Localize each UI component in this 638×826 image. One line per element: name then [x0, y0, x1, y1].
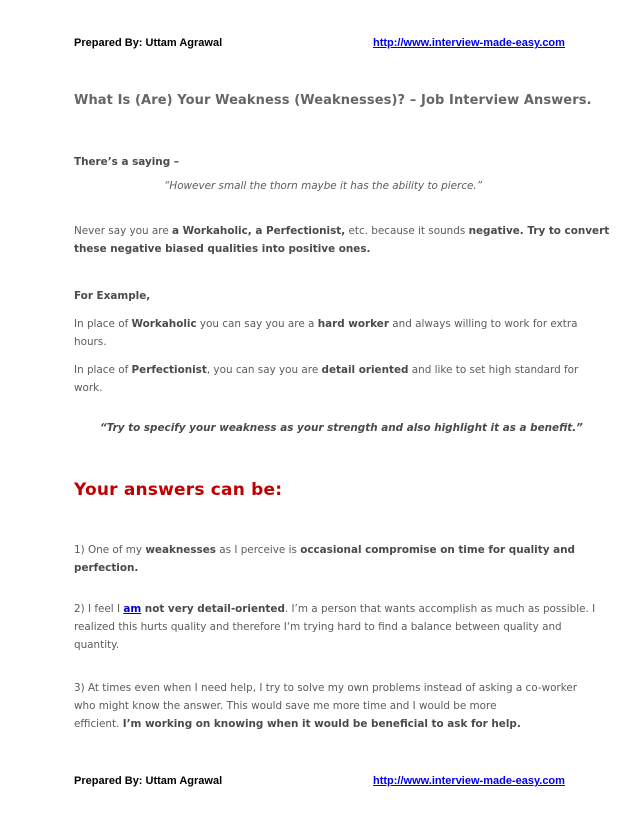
- ex1-text-1: In place of: [74, 318, 132, 330]
- a2-text-2: . I’m a person that wants accomplish as much as possible. I: [284, 603, 596, 615]
- header-url-link[interactable]: http://www.interview-made-easy.com: [373, 37, 565, 49]
- para1-text-1: Never say you are: [74, 225, 173, 237]
- a3-line-1: 3) At times even when I need help, I try to solve my own problems instead of asking a co-worker: [74, 682, 578, 694]
- a1-text-2: as I perceive is: [215, 544, 301, 556]
- answer-2: [74, 600, 595, 654]
- ex2-text-1: In place of: [74, 364, 132, 376]
- ex1-bold-2: hard worker: [317, 318, 389, 330]
- answers-heading: Your answers can be:: [74, 480, 283, 500]
- example-perfectionist: [74, 361, 578, 397]
- header-author: Prepared By: Uttam Agrawal: [74, 37, 223, 49]
- example-heading: For Example,: [74, 290, 151, 302]
- ex1-text-3: and always willing to work for extra: [388, 318, 578, 330]
- answer-3: [74, 679, 577, 733]
- a2-text-4: quantity.: [74, 639, 120, 651]
- ex2-bold-1: Perfectionist: [131, 364, 207, 376]
- ex2-bold-2: detail oriented: [321, 364, 409, 376]
- ex2-text-2: , you can say you are: [206, 364, 322, 376]
- para1-text-2: etc. because it sounds: [345, 225, 469, 237]
- ex2-text-3: and like to set high standard for: [408, 364, 579, 376]
- a3-bold-1: I’m working on knowing when it would be beneficial to ask for help.: [122, 718, 521, 730]
- a2-text-1: 2) I feel I: [74, 603, 124, 615]
- ex1-text-2: you can say you are a: [196, 318, 318, 330]
- a1-bold-3: perfection.: [74, 562, 139, 574]
- example-workaholic: [74, 315, 577, 351]
- a1-bold-1: weaknesses: [145, 544, 216, 556]
- answer-1: [74, 541, 575, 577]
- a1-text-1: 1) One of my: [74, 544, 146, 556]
- ex1-bold-1: Workaholic: [131, 318, 197, 330]
- a3-text-1: efficient.: [74, 718, 123, 730]
- a1-bold-2: occasional compromise on time for quality and: [300, 544, 575, 556]
- saying-quote: “However small the thorn maybe it has the ability to pierce.”: [164, 180, 483, 192]
- a2-text-3: realized this hurts quality and therefore I‘m trying hard to find a balance between quality and: [74, 621, 562, 633]
- page-title: What Is (Are) Your Weakness (Weaknesses)? – Job Interview Answers.: [74, 93, 592, 108]
- para1-bold-2: negative. Try to convert: [468, 225, 610, 237]
- tip-quote: “Try to specify your weakness as your strength and also highlight it as a benefit.”: [100, 422, 583, 434]
- footer-author: Prepared By: Uttam Agrawal: [74, 775, 223, 787]
- ex2-text-4: work.: [74, 382, 103, 394]
- saying-intro: There’s a saying –: [74, 156, 179, 168]
- negative-qualities-paragraph: [74, 222, 610, 258]
- para1-bold-3: these negative biased qualities into positive ones.: [74, 243, 371, 255]
- a2-underlined-am: am: [123, 603, 142, 615]
- para1-bold-1: a Workaholic, a Perfectionist,: [172, 225, 346, 237]
- a3-line-2: who might know the answer. This would save me more time and I would be more: [74, 700, 497, 712]
- a2-bold-1: not very detail-oriented: [141, 603, 285, 615]
- ex1-text-4: hours.: [74, 336, 107, 348]
- footer-url-link[interactable]: http://www.interview-made-easy.com: [373, 775, 565, 787]
